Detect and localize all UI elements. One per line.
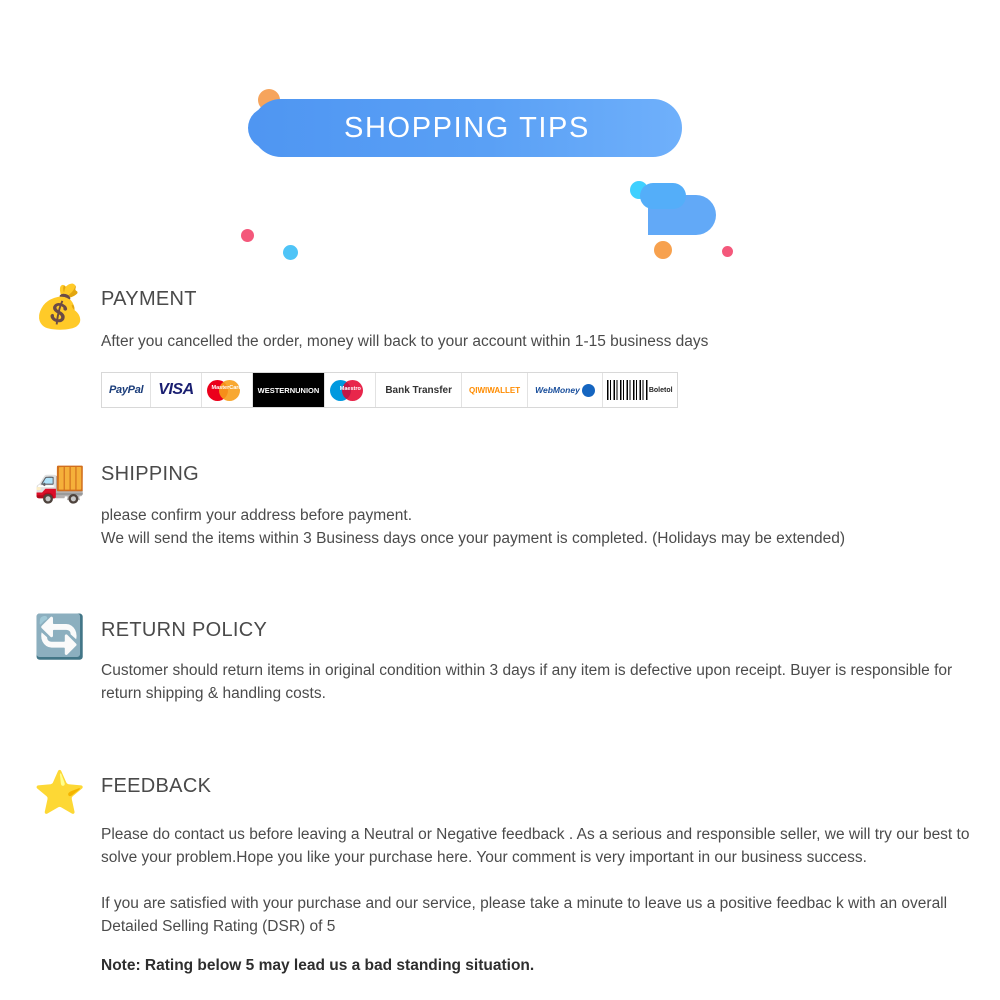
boleto-label: Boletol bbox=[648, 387, 673, 394]
webmoney-label: WebMoney bbox=[535, 385, 580, 395]
mastercard-circles bbox=[207, 378, 247, 402]
shipping-body-line1: please confirm your address before payment. bbox=[101, 507, 413, 524]
shipping-heading: SHIPPING bbox=[101, 463, 199, 485]
bank-transfer-logo: Bank Transfer bbox=[376, 373, 462, 407]
feedback-note: Note: Rating below 5 may lead us a bad standing situation. bbox=[101, 957, 535, 974]
maestro-logo bbox=[325, 373, 376, 407]
five-star-rating-icon: ⭐ bbox=[33, 769, 87, 816]
decorative-dot-pink-right bbox=[722, 246, 733, 257]
return-policy-body: Customer should return items in original condition within 3 days if any item is defective upon receipt. Buyer is responsible for return shipping & handling costs. bbox=[101, 662, 953, 702]
shipping-body-line2: We will send the items within 3 Business days once your payment is completed. (Holidays may be extended) bbox=[101, 530, 846, 547]
mastercard-logo bbox=[202, 373, 253, 407]
qiwi-line2: WALLET bbox=[487, 385, 521, 395]
maestro-circles bbox=[330, 378, 370, 402]
money-bag-icon: 💰 bbox=[33, 283, 87, 330]
payment-heading: PAYMENT bbox=[101, 288, 197, 310]
decorative-dot-cyan-left bbox=[283, 245, 298, 260]
feedback-heading: FEEDBACK bbox=[101, 775, 212, 797]
mastercard-label: MasterCard bbox=[211, 385, 242, 391]
decorative-dot-orange-right bbox=[654, 241, 672, 259]
banner bbox=[0, 85, 1000, 195]
western-union-logo bbox=[253, 373, 326, 407]
qiwi-line1: QIWI bbox=[469, 385, 488, 395]
qiwi-wallet-logo bbox=[462, 373, 528, 407]
western-union-line2: UNION bbox=[295, 385, 320, 395]
decorative-dot-pink-left bbox=[241, 229, 254, 242]
feedback-body-paragraph-2: If you are satisfied with your purchase and our service, please take a minute to leave us a positive feedbac k with an overall Detailed Selling Rating (DSR) of 5 bbox=[101, 895, 948, 935]
webmoney-globe-icon bbox=[582, 384, 595, 397]
payment-body: After you cancelled the order, money will back to your account within 1-15 business days bbox=[101, 333, 709, 350]
feedback-body-paragraph-1: Please do contact us before leaving a Neutral or Negative feedback . As a serious and responsible seller, we will try our best to solve your problem.Hope you like your purchase here. Your comment is very important in our business success. bbox=[101, 826, 970, 866]
return-box-icon: 🔄 bbox=[33, 613, 87, 660]
maestro-label: Maestro bbox=[339, 386, 361, 392]
banner-title: SHOPPING TIPS bbox=[344, 111, 590, 144]
return-policy-heading: RETURN POLICY bbox=[101, 619, 268, 641]
webmoney-logo bbox=[528, 373, 603, 407]
boleto-logo bbox=[603, 373, 677, 407]
banner-right-tail-small bbox=[640, 183, 686, 209]
payment-methods-strip bbox=[101, 372, 678, 408]
western-union-line1: WESTERN bbox=[257, 385, 296, 395]
visa-logo: VISA bbox=[151, 373, 201, 407]
barcode-icon bbox=[607, 380, 649, 400]
delivery-truck-icon: 🚚 bbox=[33, 457, 87, 504]
paypal-logo: PayPal bbox=[102, 373, 151, 407]
shopping-tips-page bbox=[0, 85, 1000, 1000]
